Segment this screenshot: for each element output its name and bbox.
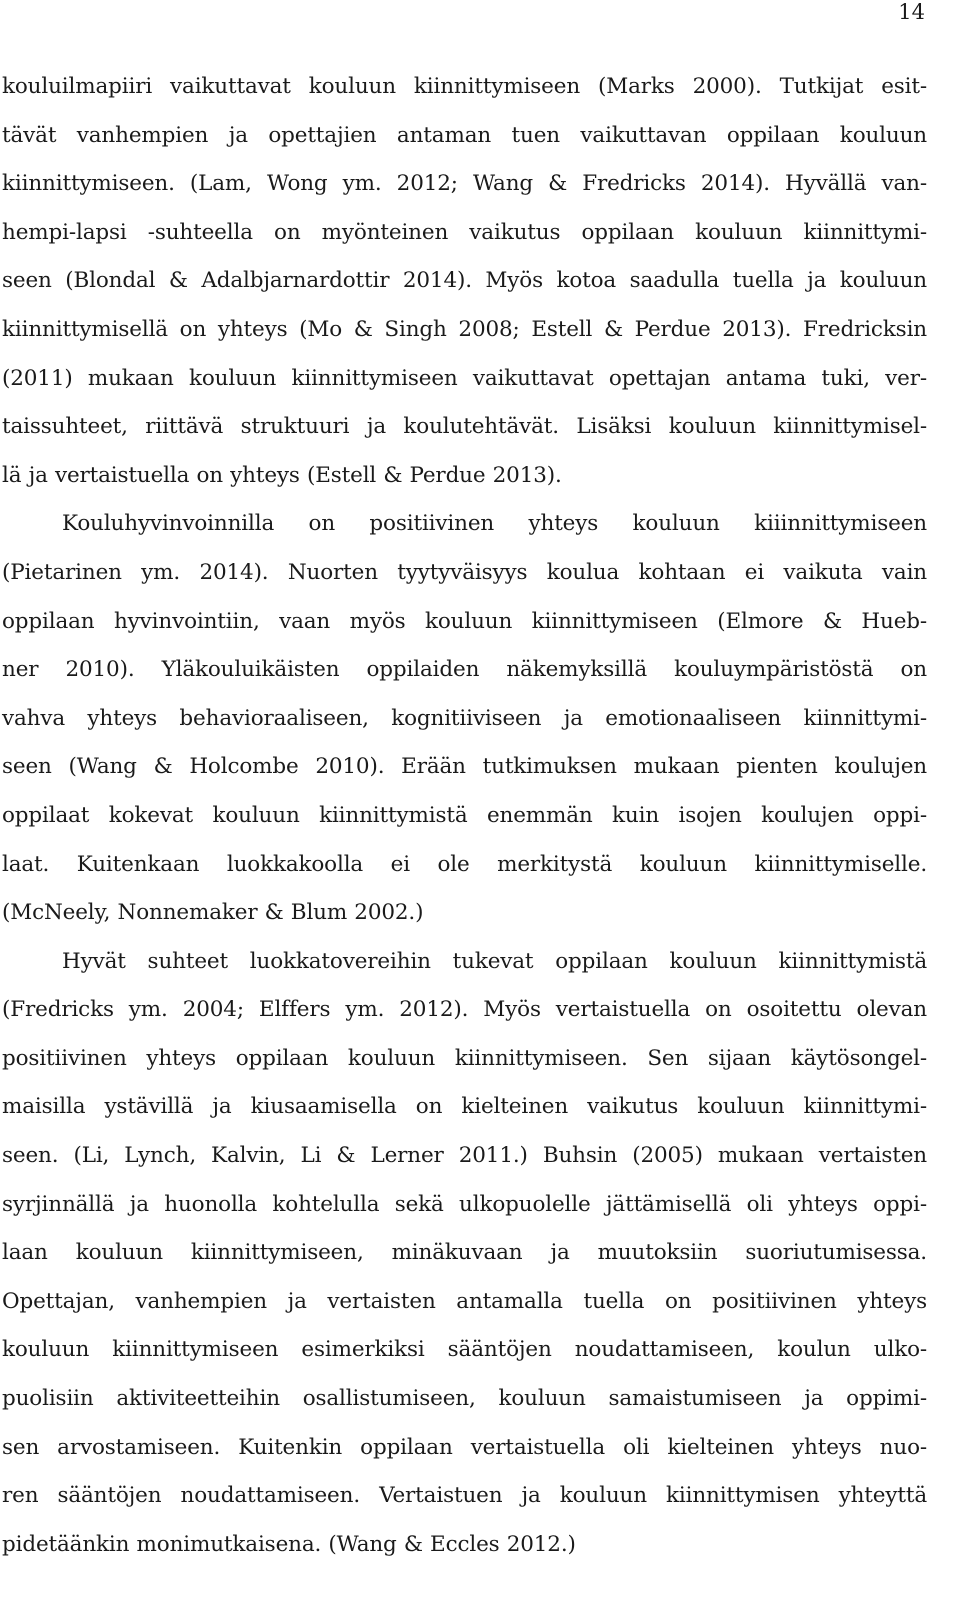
document-body bbox=[2, 63, 927, 1569]
text-line: ner 2010). Yläkouluikäisten oppilaiden näkemyksillä kouluympäristöstä on bbox=[2, 657, 927, 683]
text-line: (Pietarinen ym. 2014). Nuorten tyytyväisyys koulua kohtaan ei vaikuta vain bbox=[2, 559, 927, 585]
paragraph-1 bbox=[2, 63, 927, 500]
text-line: seen (Blondal & Adalbjarnardottir 2014). Myös kotoa saadulla tuella ja kouluun bbox=[2, 268, 927, 294]
text-line: (Fredricks ym. 2004; Elffers ym. 2012). Myös vertaistuella on osoitettu olevan bbox=[2, 997, 927, 1023]
text-line: Opettajan, vanhempien ja vertaisten antamalla tuella on positiivinen yhteys bbox=[2, 1288, 927, 1314]
text-line: vahva yhteys behavioraaliseen, kognitiiviseen ja emotionaaliseen kiinnittymi- bbox=[2, 705, 927, 731]
text-line: laat. Kuitenkaan luokkakoolla ei ole merkitystä kouluun kiinnittymiselle. bbox=[2, 851, 927, 877]
text-line: (McNeely, Nonnemaker & Blum 2002.) bbox=[2, 900, 424, 926]
text-line: Kouluhyvinvoinnilla on positiivinen yhteys kouluun kiiinnittymiseen bbox=[62, 511, 927, 537]
text-line: seen (Wang & Holcombe 2010). Erään tutkimuksen mukaan pienten koulujen bbox=[2, 754, 927, 780]
text-line: syrjinnällä ja huonolla kohtelulla sekä ulkopuolelle jättämisellä oli yhteys oppi- bbox=[2, 1191, 927, 1217]
page-number: 14 bbox=[898, 0, 925, 24]
text-line: (2011) mukaan kouluun kiinnittymiseen vaikuttavat opettajan antama tuki, ver- bbox=[2, 365, 927, 391]
text-line: taissuhteet, riittävä struktuuri ja koulutehtävät. Lisäksi kouluun kiinnittymisel- bbox=[2, 414, 927, 440]
text-line: oppilaat kokevat kouluun kiinnittymistä enemmän kuin isojen koulujen oppi- bbox=[2, 802, 927, 828]
text-line: ren sääntöjen noudattamiseen. Vertaistuen ja kouluun kiinnittymisen yhteyttä bbox=[2, 1483, 927, 1509]
text-line: kouluun kiinnittymiseen esimerkiksi sääntöjen noudattamiseen, koulun ulko- bbox=[2, 1337, 927, 1363]
text-line: hempi-lapsi -suhteella on myönteinen vaikutus oppilaan kouluun kiinnittymi- bbox=[2, 219, 927, 245]
paragraph-3 bbox=[2, 938, 927, 1570]
text-line: laan kouluun kiinnittymiseen, minäkuvaan ja muutoksiin suoriutumisessa. bbox=[2, 1240, 927, 1266]
text-line: kouluilmapiiri vaikuttavat kouluun kiinnittymiseen (Marks 2000). Tutkijat esit- bbox=[2, 74, 927, 99]
text-line: maisilla ystävillä ja kiusaamisella on kielteinen vaikutus kouluun kiinnittymi- bbox=[2, 1094, 927, 1120]
text-line: sen arvostamiseen. Kuitenkin oppilaan vertaistuella oli kielteinen yhteys nuo- bbox=[2, 1434, 927, 1460]
text-line: tävät vanhempien ja opettajien antaman tuen vaikuttavan oppilaan kouluun bbox=[2, 122, 927, 148]
text-line: pidetäänkin monimutkaisena. (Wang & Eccles 2012.) bbox=[2, 1531, 576, 1557]
text-line: seen. (Li, Lynch, Kalvin, Li & Lerner 2011.) Buhsin (2005) mukaan vertaisten bbox=[2, 1143, 927, 1169]
text-line: positiivinen yhteys oppilaan kouluun kiinnittymiseen. Sen sijaan käytösongel- bbox=[2, 1045, 927, 1071]
text-line: kiinnittymiseen. (Lam, Wong ym. 2012; Wang & Fredricks 2014). Hyvällä van- bbox=[2, 171, 927, 197]
text-line: puolisiin aktiviteetteihin osallistumiseen, kouluun samaistumiseen ja oppimi- bbox=[2, 1386, 927, 1412]
text-line: oppilaan hyvinvointiin, vaan myös kouluun kiinnittymiseen (Elmore & Hueb- bbox=[2, 608, 927, 634]
text-line: Hyvät suhteet luokkatovereihin tukevat oppilaan kouluun kiinnittymistä bbox=[62, 948, 927, 974]
text-line: lä ja vertaistuella on yhteys (Estell & Perdue 2013). bbox=[2, 462, 562, 488]
text-line: kiinnittymisellä on yhteys (Mo & Singh 2008; Estell & Perdue 2013). Fredricksin bbox=[2, 316, 927, 342]
paragraph-2 bbox=[2, 500, 927, 937]
